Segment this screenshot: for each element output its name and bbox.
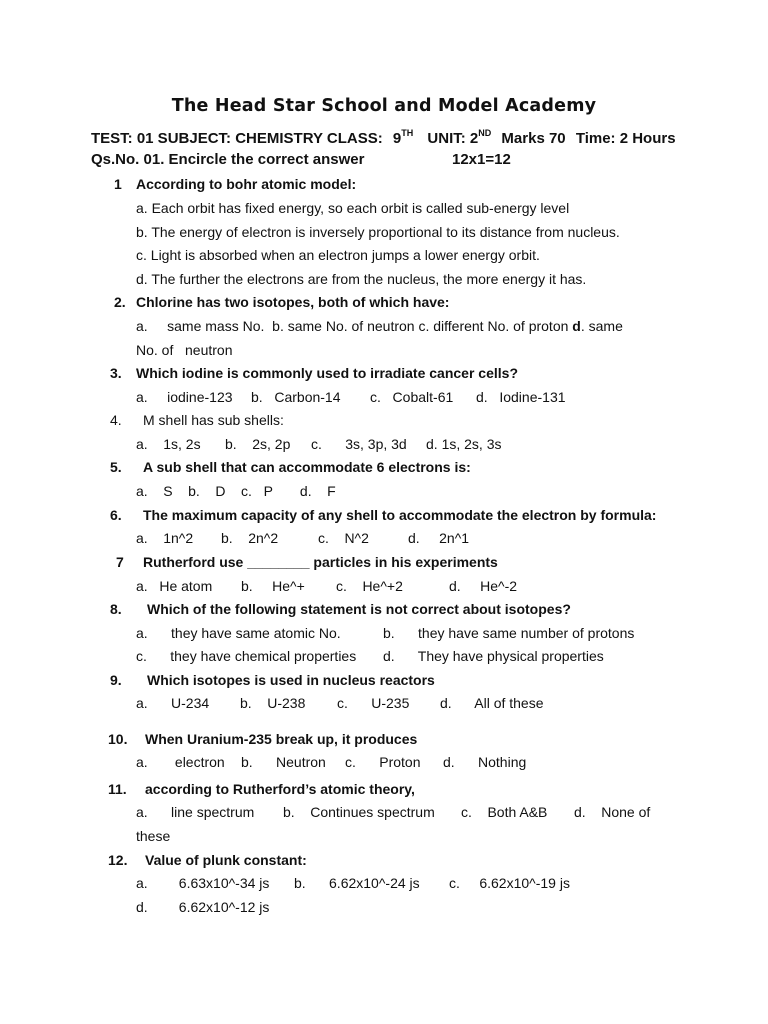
question-6-text: The maximum capacity of any shell to accommodate the electron by formula:	[143, 507, 657, 523]
question-7-option-c: c. He^+2	[336, 578, 403, 594]
question-10-text: When Uranium-235 break up, it produces	[145, 731, 418, 747]
question-9-option-a: a. U-234	[136, 695, 210, 711]
question-12-text: Value of plunk constant:	[145, 852, 307, 868]
question-10-number: 10.	[108, 731, 128, 747]
question-10-option-c: c. Proton	[345, 754, 421, 770]
marks-label: Marks 70	[501, 130, 566, 147]
question-8-number: 8.	[110, 601, 122, 617]
question-7-number: 7	[116, 554, 124, 570]
time-label: Time: 2 Hours	[575, 130, 676, 147]
question-5-text: A sub shell that can accommodate 6 electrons is:	[143, 459, 471, 475]
question-3-option-c: c. Cobalt-61	[370, 389, 454, 405]
unit-label: UNIT: 2	[427, 130, 479, 147]
question-11-option-b: b. Continues spectrum	[283, 804, 435, 820]
question-8-option-a: a. they have same atomic No.	[136, 625, 341, 641]
test-subject-class: TEST: 01 SUBJECT: CHEMISTRY CLASS:	[91, 130, 383, 147]
question-4-option-b: b. 2s, 2p	[225, 436, 291, 452]
question-1-option-c: c. Light is absorbed when an electron jumps a lower energy orbit.	[136, 247, 540, 263]
question-12-option-c: c. 6.62x10^-19 js	[449, 875, 570, 891]
question-1-option-d: d. The further the electrons are from the nucleus, the more energy it has.	[136, 271, 587, 287]
question-3-option-a: a. iodine-123	[136, 389, 233, 405]
question-6-number: 6.	[110, 507, 122, 523]
question-11-option-c: c. Both A&B	[461, 804, 548, 820]
question-10-option-a: a. electron	[136, 754, 225, 770]
question-8-option-c: c. they have chemical properties	[136, 648, 357, 664]
question-12-option-b: b. 6.62x10^-24 js	[294, 875, 420, 891]
question-10-option-b: b. Neutron	[241, 754, 326, 770]
question-2-options-abc: a. same mass No. b. same No. of neutron c. different No. of proton	[136, 318, 573, 334]
question-9-number: 9.	[110, 672, 122, 688]
question-11-text: according to Rutherford’s atomic theory,	[145, 781, 415, 797]
question-8-text: Which of the following statement is not correct about isotopes?	[147, 601, 571, 617]
question-3-number: 3.	[110, 365, 122, 381]
question-2-option-d-letter: d	[572, 318, 581, 334]
question-6-option-c: c. N^2	[318, 530, 369, 546]
question-9-option-c: c. U-235	[337, 695, 410, 711]
question-12-number: 12.	[108, 852, 128, 868]
question-5-number: 5.	[110, 459, 122, 475]
question-1-number: 1	[114, 176, 122, 192]
question-9-option-b: b. U-238	[240, 695, 306, 711]
question-2-text: Chlorine has two isotopes, both of which have:	[136, 294, 450, 310]
question-12-option-a: a. 6.63x10^-34 js	[136, 875, 270, 891]
section-marks: 12x1=12	[452, 151, 511, 168]
question-10-option-d: d. Nothing	[443, 754, 527, 770]
question-11-option-d-cont: these	[136, 828, 171, 844]
question-9-text: Which isotopes is used in nucleus reactors	[147, 672, 435, 688]
question-3-option-b: b. Carbon-14	[251, 389, 341, 405]
question-2-options-line1	[136, 318, 623, 334]
question-7-option-a: a. He atom	[136, 578, 213, 594]
question-7-option-d: d. He^-2	[449, 578, 518, 594]
question-1-option-b: b. The energy of electron is inversely proportional to its distance from nucleus.	[136, 224, 620, 240]
question-1-text: According to bohr atomic model:	[136, 176, 357, 192]
question-3-option-d: d. Iodine-131	[476, 389, 566, 405]
class-suffix: TH	[401, 128, 414, 138]
question-8-option-b: b. they have same number of protons	[383, 625, 635, 641]
question-8-option-d: d. They have physical properties	[383, 648, 604, 664]
question-11-option-d: d. None of	[574, 804, 651, 820]
question-7-option-b: b. He^+	[241, 578, 305, 594]
question-4-text: M shell has sub shells:	[143, 412, 284, 428]
question-6-option-b: b. 2n^2	[221, 530, 279, 546]
class-number: 9	[392, 130, 402, 147]
question-4-option-c: c. 3s, 3p, 3d	[311, 436, 407, 452]
school-title: The Head Star School and Model Academy	[171, 96, 597, 116]
question-3-text: Which iodine is commonly used to irradiate cancer cells?	[136, 365, 518, 381]
section-label: Qs.No. 01. Encircle the correct answer	[91, 151, 365, 168]
question-12-option-d: d. 6.62x10^-12 js	[136, 899, 270, 915]
question-9-option-d: d. All of these	[440, 695, 544, 711]
question-11-number: 11.	[108, 781, 127, 797]
question-11-option-a: a. line spectrum	[136, 804, 255, 820]
unit-suffix: ND	[478, 128, 492, 138]
question-4-option-d: d. 1s, 2s, 3s	[426, 436, 502, 452]
question-7-text: Rutherford use ________ particles in his experiments	[143, 554, 498, 570]
question-4-option-a: a. 1s, 2s	[136, 436, 201, 452]
question-6-option-a: a. 1n^2	[136, 530, 194, 546]
question-2-number: 2.	[114, 294, 126, 310]
question-2-option-d-start: . same	[580, 318, 623, 334]
question-2-options-line2: No. of neutron	[136, 342, 233, 358]
question-4-number: 4.	[110, 412, 122, 428]
question-1-option-a: a. Each orbit has fixed energy, so each orbit is called sub-energy level	[136, 200, 570, 216]
question-5-options: a. S b. D c. P d. F	[136, 483, 336, 499]
question-6-option-d: d. 2n^1	[408, 530, 470, 546]
test-header	[91, 128, 676, 147]
